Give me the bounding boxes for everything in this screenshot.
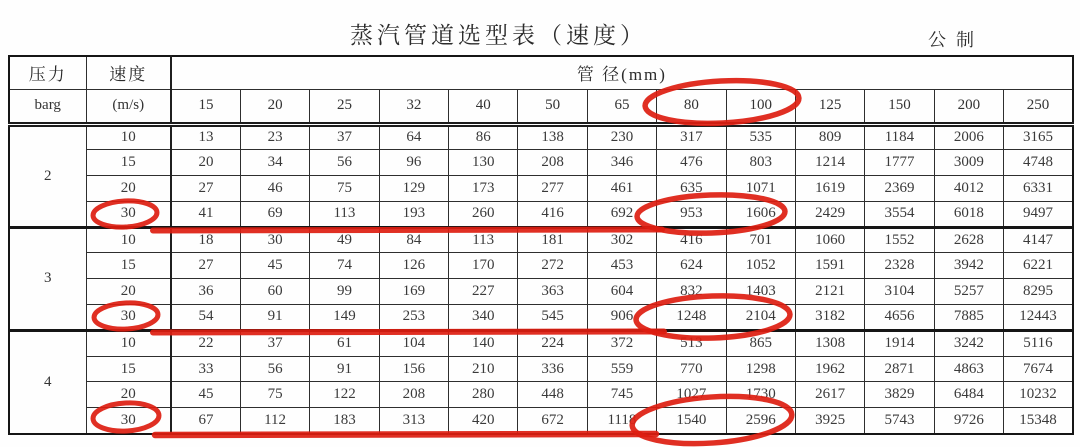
- value-cell: 84: [379, 227, 448, 253]
- value-cell: 692: [587, 201, 656, 227]
- diameter-header: 管 径(mm): [171, 56, 1073, 89]
- value-cell: 96: [379, 150, 448, 176]
- value-cell: 1591: [795, 253, 864, 279]
- table-row: [9, 150, 1073, 176]
- value-cell: 99: [310, 279, 379, 305]
- value-cell: 3942: [934, 253, 1003, 279]
- value-cell: 75: [310, 176, 379, 202]
- value-cell: 27: [171, 176, 240, 202]
- value-cell: 60: [240, 279, 309, 305]
- value-cell: 1619: [795, 176, 864, 202]
- value-cell: 193: [379, 201, 448, 227]
- value-cell: 23: [240, 124, 309, 150]
- value-cell: 865: [726, 330, 795, 356]
- value-cell: 173: [449, 176, 518, 202]
- speed-cell: 20: [86, 279, 171, 305]
- table-row: [9, 382, 1073, 408]
- table-row: [9, 356, 1073, 382]
- value-cell: 2628: [934, 227, 1003, 253]
- value-cell: 6221: [1004, 253, 1073, 279]
- value-cell: 1298: [726, 356, 795, 382]
- diameter-size-header: 250: [1004, 89, 1073, 124]
- diameter-size-header: 25: [310, 89, 379, 124]
- value-cell: 745: [587, 382, 656, 408]
- value-cell: 372: [587, 330, 656, 356]
- diameter-size-header: 150: [865, 89, 934, 124]
- unit-label: 公制: [928, 30, 984, 50]
- value-cell: 1071: [726, 176, 795, 202]
- table-row: [9, 408, 1073, 434]
- value-cell: 2596: [726, 408, 795, 434]
- value-cell: 1052: [726, 253, 795, 279]
- pipe-sizing-table: [8, 55, 1074, 435]
- value-cell: 1730: [726, 382, 795, 408]
- value-cell: 253: [379, 305, 448, 331]
- value-cell: 36: [171, 279, 240, 305]
- speed-cell: 15: [86, 150, 171, 176]
- value-cell: 302: [587, 227, 656, 253]
- value-cell: 4012: [934, 176, 1003, 202]
- value-cell: 9726: [934, 408, 1003, 434]
- pressure-cell: 2: [9, 124, 86, 227]
- speed-cell: 20: [86, 382, 171, 408]
- value-cell: 2104: [726, 305, 795, 331]
- value-cell: 37: [310, 124, 379, 150]
- value-cell: 45: [240, 253, 309, 279]
- value-cell: 15348: [1004, 408, 1073, 434]
- value-cell: 336: [518, 356, 587, 382]
- value-cell: 513: [657, 330, 726, 356]
- value-cell: 1214: [795, 150, 864, 176]
- value-cell: 20: [171, 150, 240, 176]
- value-cell: 5257: [934, 279, 1003, 305]
- table-row: [9, 330, 1073, 356]
- value-cell: 7674: [1004, 356, 1073, 382]
- value-cell: 545: [518, 305, 587, 331]
- diameter-size-header: 200: [934, 89, 1003, 124]
- value-cell: 6331: [1004, 176, 1073, 202]
- value-cell: 5743: [865, 408, 934, 434]
- value-cell: 208: [518, 150, 587, 176]
- value-cell: 906: [587, 305, 656, 331]
- value-cell: 1962: [795, 356, 864, 382]
- value-cell: 86: [449, 124, 518, 150]
- value-cell: 22: [171, 330, 240, 356]
- value-cell: 272: [518, 253, 587, 279]
- value-cell: 1060: [795, 227, 864, 253]
- diameter-size-header: 80: [657, 89, 726, 124]
- value-cell: 27: [171, 253, 240, 279]
- value-cell: 54: [171, 305, 240, 331]
- value-cell: 122: [310, 382, 379, 408]
- value-cell: 5116: [1004, 330, 1073, 356]
- value-cell: 453: [587, 253, 656, 279]
- diameter-size-header: 100: [726, 89, 795, 124]
- diameter-size-header: 125: [795, 89, 864, 124]
- value-cell: 624: [657, 253, 726, 279]
- value-cell: 45: [171, 382, 240, 408]
- value-cell: 2369: [865, 176, 934, 202]
- value-cell: 30: [240, 227, 309, 253]
- value-cell: 559: [587, 356, 656, 382]
- value-cell: 112: [240, 408, 309, 434]
- value-cell: 416: [657, 227, 726, 253]
- value-cell: 1540: [657, 408, 726, 434]
- value-cell: 3829: [865, 382, 934, 408]
- value-cell: 832: [657, 279, 726, 305]
- value-cell: 1248: [657, 305, 726, 331]
- value-cell: 672: [518, 408, 587, 434]
- diameter-size-header: 20: [240, 89, 309, 124]
- table-row: [9, 201, 1073, 227]
- diameter-size-header: 50: [518, 89, 587, 124]
- table-row: [9, 176, 1073, 202]
- value-cell: 7885: [934, 305, 1003, 331]
- pressure-unit: barg: [9, 89, 86, 124]
- value-cell: 140: [449, 330, 518, 356]
- value-cell: 91: [240, 305, 309, 331]
- value-cell: 227: [449, 279, 518, 305]
- value-cell: 18: [171, 227, 240, 253]
- speed-cell: 30: [86, 201, 171, 227]
- value-cell: 2006: [934, 124, 1003, 150]
- value-cell: 2121: [795, 279, 864, 305]
- value-cell: 3554: [865, 201, 934, 227]
- pressure-cell: 4: [9, 330, 86, 433]
- value-cell: 346: [587, 150, 656, 176]
- value-cell: 46: [240, 176, 309, 202]
- value-cell: 6484: [934, 382, 1003, 408]
- table-row: [9, 253, 1073, 279]
- value-cell: 635: [657, 176, 726, 202]
- value-cell: 183: [310, 408, 379, 434]
- value-cell: 113: [310, 201, 379, 227]
- value-cell: 181: [518, 227, 587, 253]
- value-cell: 1308: [795, 330, 864, 356]
- value-cell: 604: [587, 279, 656, 305]
- value-cell: 317: [657, 124, 726, 150]
- value-cell: 126: [379, 253, 448, 279]
- value-cell: 113: [449, 227, 518, 253]
- value-cell: 37: [240, 330, 309, 356]
- value-cell: 56: [240, 356, 309, 382]
- speed-header: 速度: [86, 56, 171, 89]
- value-cell: 416: [518, 201, 587, 227]
- value-cell: 1184: [865, 124, 934, 150]
- value-cell: 33: [171, 356, 240, 382]
- value-cell: 2429: [795, 201, 864, 227]
- value-cell: 476: [657, 150, 726, 176]
- value-cell: 8295: [1004, 279, 1073, 305]
- value-cell: 104: [379, 330, 448, 356]
- speed-unit: (m/s): [86, 89, 171, 124]
- value-cell: 4147: [1004, 227, 1073, 253]
- value-cell: 10232: [1004, 382, 1073, 408]
- speed-cell: 30: [86, 305, 171, 331]
- value-cell: 3009: [934, 150, 1003, 176]
- value-cell: 448: [518, 382, 587, 408]
- value-cell: 41: [171, 201, 240, 227]
- value-cell: 3165: [1004, 124, 1073, 150]
- value-cell: 260: [449, 201, 518, 227]
- value-cell: 420: [449, 408, 518, 434]
- value-cell: 12443: [1004, 305, 1073, 331]
- value-cell: 208: [379, 382, 448, 408]
- value-cell: 64: [379, 124, 448, 150]
- value-cell: 138: [518, 124, 587, 150]
- value-cell: 13: [171, 124, 240, 150]
- value-cell: 280: [449, 382, 518, 408]
- value-cell: 129: [379, 176, 448, 202]
- value-cell: 156: [379, 356, 448, 382]
- value-cell: 4863: [934, 356, 1003, 382]
- value-cell: 1552: [865, 227, 934, 253]
- value-cell: 313: [379, 408, 448, 434]
- value-cell: 1118: [587, 408, 656, 434]
- value-cell: 149: [310, 305, 379, 331]
- value-cell: 535: [726, 124, 795, 150]
- pressure-cell: 3: [9, 227, 86, 330]
- value-cell: 3925: [795, 408, 864, 434]
- value-cell: 277: [518, 176, 587, 202]
- header-row-units: [9, 89, 1073, 124]
- value-cell: 4748: [1004, 150, 1073, 176]
- value-cell: 363: [518, 279, 587, 305]
- value-cell: 770: [657, 356, 726, 382]
- speed-cell: 15: [86, 356, 171, 382]
- value-cell: 701: [726, 227, 795, 253]
- value-cell: 170: [449, 253, 518, 279]
- speed-cell: 10: [86, 330, 171, 356]
- value-cell: 1027: [657, 382, 726, 408]
- value-cell: 34: [240, 150, 309, 176]
- speed-cell: 10: [86, 227, 171, 253]
- value-cell: 809: [795, 124, 864, 150]
- value-cell: 9497: [1004, 201, 1073, 227]
- value-cell: 953: [657, 201, 726, 227]
- value-cell: 1606: [726, 201, 795, 227]
- value-cell: 3182: [795, 305, 864, 331]
- value-cell: 74: [310, 253, 379, 279]
- value-cell: 56: [310, 150, 379, 176]
- pressure-header: 压力: [9, 56, 86, 89]
- value-cell: 169: [379, 279, 448, 305]
- page-title: 蒸汽管道选型表（速度）: [350, 23, 647, 48]
- value-cell: 3242: [934, 330, 1003, 356]
- value-cell: 2328: [865, 253, 934, 279]
- header-row-labels: [9, 56, 1073, 89]
- diameter-size-header: 15: [171, 89, 240, 124]
- diameter-size-header: 32: [379, 89, 448, 124]
- table-header: [9, 56, 1073, 124]
- value-cell: 67: [171, 408, 240, 434]
- table-row: [9, 227, 1073, 253]
- value-cell: 49: [310, 227, 379, 253]
- speed-cell: 30: [86, 408, 171, 434]
- diameter-size-header: 65: [587, 89, 656, 124]
- value-cell: 210: [449, 356, 518, 382]
- value-cell: 230: [587, 124, 656, 150]
- value-cell: 461: [587, 176, 656, 202]
- table-body: [9, 124, 1073, 434]
- value-cell: 1777: [865, 150, 934, 176]
- value-cell: 803: [726, 150, 795, 176]
- table-row: [9, 305, 1073, 331]
- value-cell: 75: [240, 382, 309, 408]
- value-cell: 3104: [865, 279, 934, 305]
- value-cell: 2617: [795, 382, 864, 408]
- value-cell: 69: [240, 201, 309, 227]
- table-row: [9, 124, 1073, 150]
- value-cell: 6018: [934, 201, 1003, 227]
- value-cell: 224: [518, 330, 587, 356]
- value-cell: 130: [449, 150, 518, 176]
- diameter-size-header: 40: [449, 89, 518, 124]
- speed-cell: 20: [86, 176, 171, 202]
- value-cell: 91: [310, 356, 379, 382]
- value-cell: 61: [310, 330, 379, 356]
- value-cell: 1914: [865, 330, 934, 356]
- speed-cell: 15: [86, 253, 171, 279]
- speed-cell: 10: [86, 124, 171, 150]
- value-cell: 1403: [726, 279, 795, 305]
- table-row: [9, 279, 1073, 305]
- value-cell: 2871: [865, 356, 934, 382]
- value-cell: 340: [449, 305, 518, 331]
- value-cell: 4656: [865, 305, 934, 331]
